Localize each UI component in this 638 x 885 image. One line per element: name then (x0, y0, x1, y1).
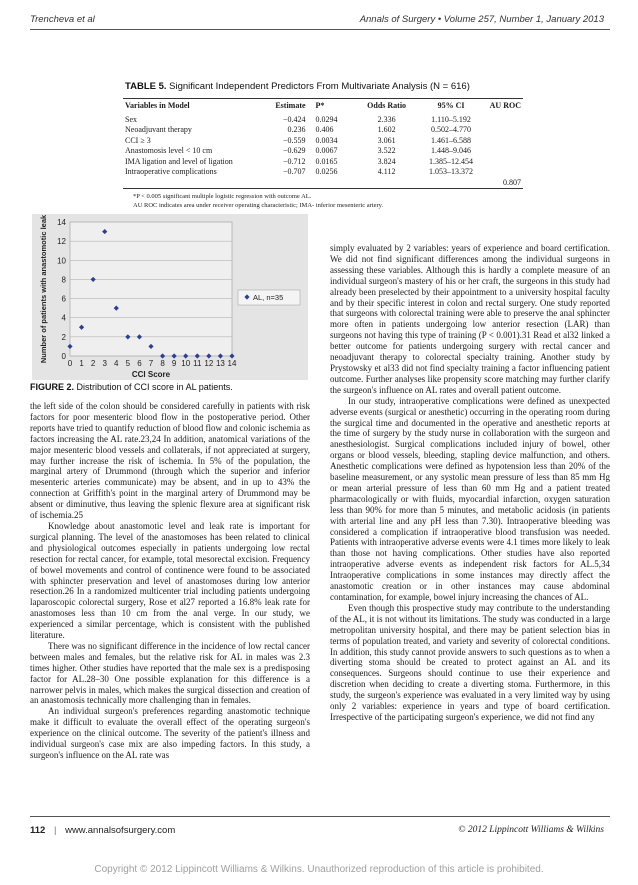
cell-odds-ratio: 3.522 (377, 146, 396, 155)
table-5 (123, 80, 523, 210)
paragraph: simply evaluated by 2 variables: years of experience and board certification. We did not find significant differences among the individual surgeons in assessing these variables. Although this is hardly a complete measure of an individual surgeon's mastery of his or her craft, the surgeons in this study had already been preselected by their appointment to a university hospital faculty and by their specific interest in colon and rectal surgery. One study reported that surgeons with colorectal training were able to preserve the anal sphincter more often in patients undergoing low anterior resection (LAR) than surgeons not having this type of training (P < 0.001).31 Read et al32 linked a better outcome for patients undergoing surgery with rectal cancer and neoadjuvant therapy to colorectal specialty training. Another study by Prystowsky et al33 did not find specialty training a factor influencing patient outcome. Further analyses like propensity score matching may further clarify the surgeon's influence on AL rates and overall patient outcome. (330, 243, 610, 395)
scatter-chart (32, 214, 308, 380)
y-tick-label: 8 (61, 275, 66, 285)
x-tick-label: 9 (171, 359, 177, 368)
cell-estimate: 0.236 (287, 125, 306, 134)
cell-odds-ratio: 4.112 (377, 167, 396, 176)
cell-variable: Sex (125, 114, 137, 124)
x-tick-label: 3 (102, 359, 107, 368)
table-row (123, 115, 523, 126)
predictors-table (123, 99, 523, 188)
y-tick-label: 12 (57, 237, 66, 247)
x-axis-label: CCI Score (131, 370, 171, 379)
paragraph: Knowledge about anastomotic level and leak rate is important for surgical planning. The level of the anastomoses has been related to clinical and physiological outcomes especially in patients undergoing low rectal resection for rectal cancer, for example, total mesorectal excision. Frequency of bowel movements and control of continence were found to be associated with sphincter preservation and level of anastomoses during low anterior resection.26 In a randomized multicenter trial including patients undergoing laparoscopic colorectal surgery, Rose et al27 reported a 16.8% leak rate for anastomoses less than 10 cm from the anal verge. In our study, we experienced a similar percentage, which is consistent with the published literature. (30, 520, 310, 641)
table-footnote: AU ROC indicates area under receiver operating characteristic; IMA- inferior mesenteric artery. (133, 202, 384, 209)
col-header-estimate: Estimate (275, 101, 306, 110)
cell-variable: CCI ≥ 3 (125, 135, 151, 145)
x-tick-label: 5 (125, 359, 131, 368)
table-title (125, 80, 523, 94)
cell-estimate: −0.712 (283, 156, 306, 166)
cell-p: 0.0165 (315, 156, 338, 166)
cell-p: 0.406 (315, 125, 334, 134)
legend-label: AL, n=35 (253, 293, 284, 302)
body-column-right (330, 243, 610, 723)
page-number: 112 (30, 825, 46, 836)
col-header-ci: 95% CI (437, 101, 465, 110)
paragraph: An individual surgeon's preferences regarding anastomotic technique make it difficult to evaluate the overall effect of the operating surgeon's experience on the clinical outcome. The severity of the patient's illness and individual surgeon's case mix are also impeding factors. In this study, a surgeon's influence on the AL rate was (30, 706, 310, 760)
cell-variable (123, 178, 256, 189)
journal-url[interactable]: www.annalsofsurgery.com (65, 825, 176, 836)
paragraph: In our study, intraoperative complications were defined as unexpected adverse events (surgical or anesthetic) occurring in the operating room during the surgical time and documented in the operative and anesthetic reports at the time of surgery by the study nurse in collaboration with the surgeon and anesthesiologist. Surgical complications included injury of bowel, other organs or blood vessels, bleeding, stapling device malfunction, and others. Anesthetic complications were defined as hypotension less than 20% of the baseline measurement, or any systolic mean pressure of less than 85 mm Hg or mean arterial pressure of less than 60 mm Hg and a patient treated pharmacologically or with fluids, myocardial infarction, oxygen saturation less than 90% for more than 5 minutes, and metabolic acidosis (in patients with arterial line and any pH less than 7.30). Intraoperative bleeding was considered a complication if intraoperative blood transfusion was needed. Patients with intraoperative adverse events were 4.1 times more likely to leak than those not having complications. Other studies have also reported intraoperative adverse events as independent risk factors for AL.5,34 Intraoperative complications in some instances may directly affect the anastomotic creation or in other instances may cause abdominal contamination, for example, bowel injury increasing the chances of AL. (330, 395, 610, 602)
cell-p: 0.0256 (315, 167, 338, 176)
footer-copyright: © 2012 Lippincott Williams & Wilkins (458, 825, 604, 835)
col-header-auroc: AU ROC (489, 101, 521, 110)
copyright-watermark: Copyright © 2012 Lippincott Williams & Wilkins. Unauthorized reproduction of this article is prohibited. (94, 864, 544, 875)
cell-odds-ratio: 1.602 (377, 125, 396, 134)
y-tick-label: 10 (57, 256, 66, 266)
table-row (123, 157, 523, 168)
cell-ci (414, 178, 487, 189)
cell-auroc: 0.807 (503, 177, 521, 187)
cell-variable: Neoadjuvant therapy (125, 125, 192, 134)
x-tick-label: 2 (90, 359, 96, 368)
cell-p: 0.0034 (315, 135, 338, 145)
cell-estimate: −0.707 (283, 167, 306, 176)
cell-estimate (256, 178, 308, 189)
table-body (123, 115, 523, 189)
x-tick-label: 10 (181, 359, 191, 368)
table-row (123, 178, 523, 189)
col-header-odds-ratio: Odds Ratio (367, 101, 407, 110)
x-tick-label: 12 (204, 359, 214, 368)
cell-ci: 1.385–12.454 (429, 156, 474, 166)
paragraph: Even though this prospective study may contribute to the understanding of the AL, it is not without its limitations. The study was conducted in a large metropolitan university hospital, and there may be patient selection bias in terms of population treated, and variety and severity of colorectal conditions. In addition, this study cannot provide answers to such questions as to when a diverting stoma should be created to protect against an AL and its consequences. Surgeons should continue to use their experience and discretion when deciding to create a diverting stoma. Furthermore, in this study, the surgeon's experience was evaluated in a very limited way by using only 2 variables: experience in years and type of board certification. Irrespective of the participating surgeon's experience, we did not find any (330, 602, 610, 722)
table-footnote: *P < 0.005 significant multiple logistic regression with outcome AL. (133, 193, 312, 200)
y-tick-label: 6 (61, 294, 66, 304)
running-head-journal: Annals of Surgery • Volume 257, Number 1, January 2013 (359, 14, 604, 25)
table-row (123, 125, 523, 136)
col-header-variables: Variables in Model (125, 101, 190, 110)
paragraph: the left side of the colon should be considered carefully in patients with risk factors for poor mesenteric blood flow in the postoperative period. Other reports have tried to quantify reduction of blood flow and colonic ischemia as factors increasing the AL rate.23,24 In addition, anatomical variations of the major mesenteric blood vessels and collaterals, if not appreciated at surgery, may further increase the risk of ischemia. In 5% of the population, the marginal artery of Drummond (through which the superior and inferior mesenteric arteries communicate) may be absent, and in up to 43% the connection at Griffith's point in the marginal artery of Drummond may be absent or diminutive, thus leaving the splenic flexure area at significant risk of ischemia.25 (30, 401, 310, 521)
cell-ci: 1.448–9.046 (431, 146, 472, 155)
x-tick-label: 13 (215, 359, 225, 368)
table-bottom-rule (123, 188, 523, 189)
running-head-author: Trencheva et al (30, 14, 95, 25)
page-footer-left (30, 825, 175, 836)
figure-caption (30, 382, 233, 392)
cell-estimate: −0.629 (283, 146, 306, 155)
table-row (123, 146, 523, 157)
x-tick-label: 14 (227, 359, 237, 368)
cell-odds-ratio: 3.824 (377, 156, 396, 166)
paragraph: There was no significant difference in the incidence of low rectal cancer between males and females, but the relative risk for AL in males was 2.3 times higher. Other studies have reported that the male sex is a predisposing factor for AL.28–30 One possible explanation for this difference is a narrower pelvis in males, which makes the surgical dissection and creation of an anastomosis technically more challenging than in females. (30, 640, 310, 706)
y-tick-label: 2 (61, 332, 66, 342)
x-tick-label: 6 (137, 359, 142, 368)
table-row (123, 136, 523, 147)
table-title-text: Significant Independent Predictors From Multivariate Analysis (N = 616) (169, 81, 470, 92)
table-footnotes (133, 192, 523, 210)
cell-odds-ratio (359, 178, 415, 189)
header-rule (30, 29, 610, 30)
cell-variable: IMA ligation and level of ligation (125, 156, 233, 166)
x-tick-label: 7 (148, 359, 154, 368)
cell-estimate: −0.559 (283, 135, 306, 145)
cell-estimate: −0.424 (283, 114, 306, 124)
cell-odds-ratio: 2.336 (377, 114, 396, 124)
x-tick-label: 1 (79, 359, 84, 368)
cell-ci: 1.461–6.588 (431, 135, 472, 145)
cell-p: 0.0067 (315, 146, 338, 155)
cell-variable: Anastomosis level < 10 cm (125, 146, 213, 155)
y-tick-label: 14 (57, 218, 66, 227)
figure-label: FIGURE 2. (30, 382, 75, 392)
cell-auroc (488, 125, 523, 136)
x-tick-label: 11 (193, 359, 202, 368)
cell-auroc (488, 146, 523, 157)
x-tick-label: 4 (114, 359, 119, 368)
footer-separator: | (53, 825, 57, 836)
cell-p (308, 178, 359, 189)
table-label: TABLE 5. (125, 81, 167, 92)
body-column-left (30, 401, 310, 761)
col-header-p: P* (315, 101, 325, 110)
cell-auroc (488, 167, 523, 178)
footer-rule (30, 816, 610, 817)
table-header-row (123, 99, 523, 115)
cell-variable: Intraoperative complications (125, 167, 217, 176)
plot-area (70, 222, 232, 356)
cell-odds-ratio: 3.061 (377, 135, 396, 145)
cell-ci: 1.053–13.372 (429, 167, 474, 176)
cell-auroc (488, 136, 523, 147)
cell-ci: 0.502–4.770 (431, 125, 472, 134)
y-axis-label: Number of patients with anastomotic leak (39, 214, 48, 364)
y-tick-label: 0 (61, 352, 66, 361)
figure-caption-text: Distribution of CCI score in AL patients. (76, 382, 233, 392)
cell-p: 0.0294 (315, 114, 338, 124)
cell-auroc (488, 157, 523, 168)
x-tick-label: 0 (67, 359, 73, 368)
cell-ci: 1.110–5.192 (431, 114, 471, 124)
cell-auroc (488, 115, 523, 126)
figure-2-chart (32, 214, 308, 380)
x-tick-label: 8 (160, 359, 165, 368)
table-row (123, 167, 523, 178)
y-tick-label: 4 (61, 313, 66, 323)
